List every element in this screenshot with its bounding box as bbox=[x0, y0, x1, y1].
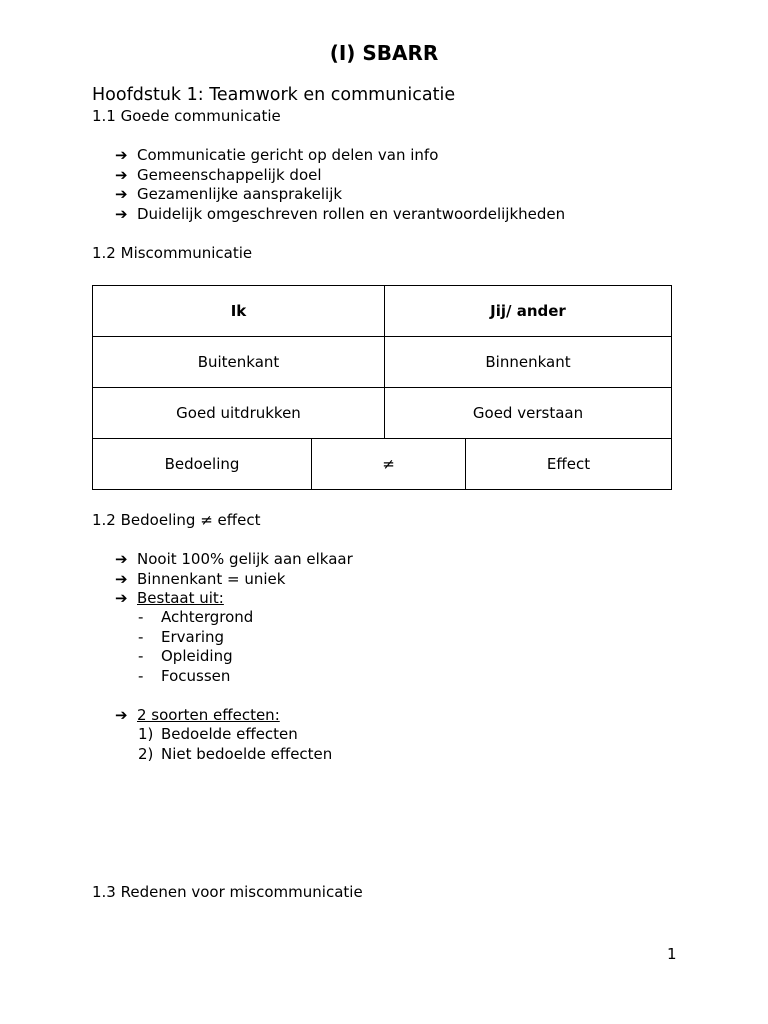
arrow-icon: ➔ bbox=[115, 204, 128, 223]
table-cell-not-equal: ≠ bbox=[312, 439, 466, 490]
table-header-jij-ander: Jij/ ander bbox=[385, 286, 672, 337]
table-row bbox=[93, 286, 672, 337]
arrow-icon: ➔ bbox=[115, 569, 128, 588]
table-cell: Goed verstaan bbox=[385, 388, 672, 439]
arrow-icon: ➔ bbox=[115, 706, 128, 724]
table-cell: Goed uitdrukken bbox=[93, 388, 385, 439]
table-row bbox=[93, 337, 672, 388]
table-cell: Effect bbox=[466, 439, 672, 490]
table-row bbox=[93, 388, 672, 439]
table-cell: Bedoeling bbox=[93, 439, 312, 490]
table-row bbox=[93, 439, 672, 490]
arrow-icon: ➔ bbox=[115, 550, 128, 568]
miscommunication-table bbox=[92, 285, 672, 490]
arrow-icon: ➔ bbox=[115, 146, 128, 164]
dash-list bbox=[138, 608, 253, 686]
bullet-list-1-2 bbox=[115, 550, 353, 609]
table-cell: Binnenkant bbox=[385, 337, 672, 388]
list-item: ➔ 2 soorten effecten: bbox=[115, 706, 280, 724]
section-heading-1-3: 1.3 Redenen voor miscommunicatie bbox=[92, 883, 363, 901]
section-heading-bedoeling-effect: 1.2 Bedoeling ≠ effect bbox=[92, 511, 261, 529]
list-item: ➔ Bestaat uit: bbox=[115, 589, 224, 607]
table-cell: Buitenkant bbox=[93, 337, 385, 388]
page-number: 1 bbox=[667, 945, 677, 963]
chapter-heading: Hoofdstuk 1: Teamwork en communicatie bbox=[92, 85, 456, 105]
table-header-ik: Ik bbox=[93, 286, 385, 337]
numbered-list bbox=[138, 725, 332, 764]
list-item: 1) Bedoelde effecten bbox=[138, 725, 298, 743]
list-item: - Focussen bbox=[138, 666, 231, 685]
list-item: ➔ Duidelijk omgeschreven rollen en verantwoordelijkheden bbox=[115, 204, 566, 223]
arrow-icon: ➔ bbox=[115, 185, 128, 203]
bullet-list-1-1 bbox=[115, 146, 565, 224]
list-item: ➔ Gezamenlijke aansprakelijk bbox=[115, 185, 343, 203]
arrow-icon: ➔ bbox=[115, 165, 128, 184]
list-item: ➔ Nooit 100% gelijk aan elkaar bbox=[115, 550, 353, 568]
effects-heading bbox=[115, 706, 280, 726]
list-item: - Opleiding bbox=[138, 647, 233, 665]
list-item: ➔ Binnenkant = uniek bbox=[115, 569, 286, 588]
list-item: ➔ Gemeenschappelijk doel bbox=[115, 165, 322, 184]
arrow-icon: ➔ bbox=[115, 589, 128, 607]
list-item: ➔ Communicatie gericht op delen van info bbox=[115, 146, 439, 164]
section-heading-1-2: 1.2 Miscommunicatie bbox=[92, 244, 253, 262]
list-item: 2) Niet bedoelde effecten bbox=[138, 744, 333, 763]
list-item: - Achtergrond bbox=[138, 608, 254, 626]
document-title: (I) SBARR bbox=[329, 41, 439, 65]
list-item: - Ervaring bbox=[138, 627, 225, 646]
section-heading-1-1: 1.1 Goede communicatie bbox=[92, 107, 281, 125]
